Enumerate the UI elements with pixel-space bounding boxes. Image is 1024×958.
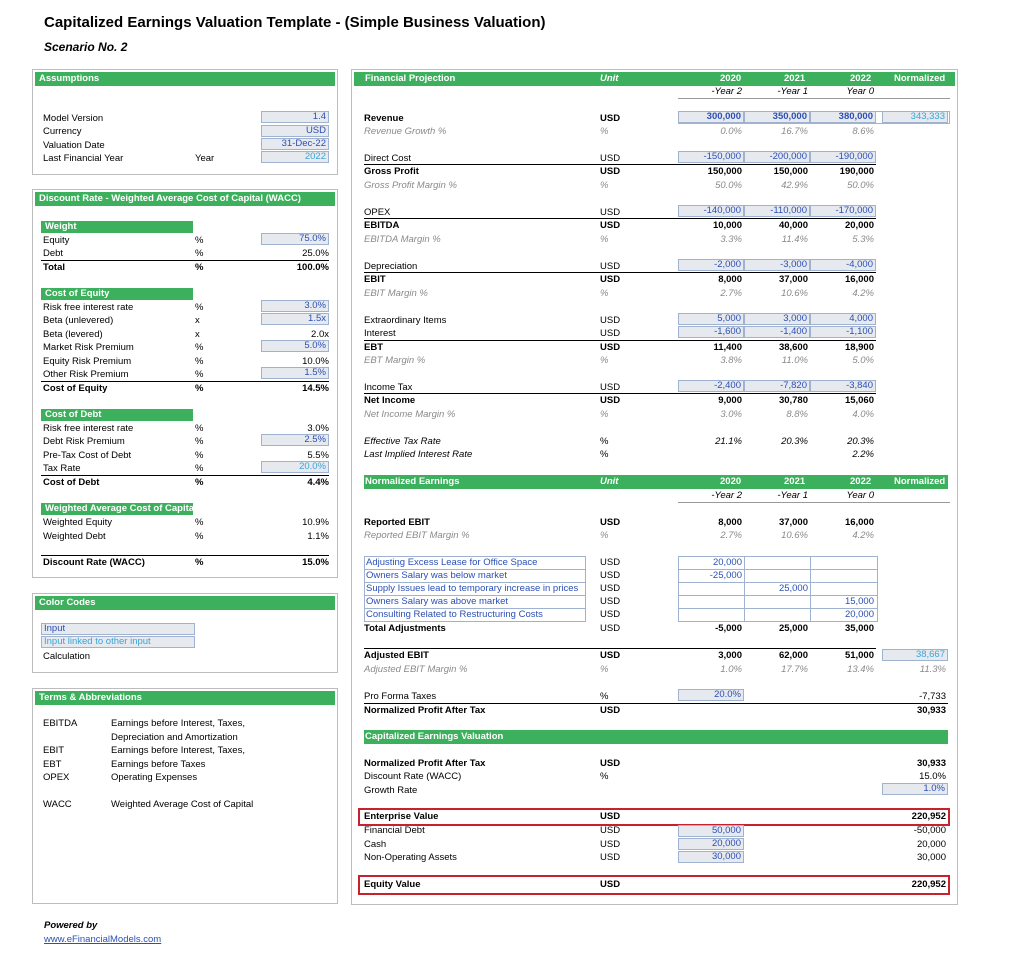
row-label: Normalized Profit After Tax	[364, 758, 486, 769]
cell: 40,000	[778, 220, 808, 231]
row-label: Extraordinary Items	[364, 315, 447, 326]
row-unit: %	[600, 691, 609, 702]
row-label: Weighted Debt	[43, 531, 106, 542]
row-unit: Year	[195, 153, 215, 164]
enterprise-value: 220,952	[911, 811, 946, 822]
cell: 4.2%	[852, 530, 874, 541]
row-unit: %	[195, 423, 204, 434]
row-unit: %	[600, 180, 609, 191]
row-unit: USD	[600, 207, 621, 218]
row-unit: %	[195, 450, 204, 461]
row-unit: %	[600, 771, 609, 782]
row-label: Tax Rate	[43, 463, 81, 474]
valuation-date-input[interactable]: 31-Dec-22	[261, 138, 329, 150]
row-label: Non-Operating Assets	[364, 852, 457, 863]
row-label: Net Income	[364, 395, 416, 406]
direct-cost-2021-input[interactable]: -200,000	[744, 151, 810, 163]
income-tax-2022-input[interactable]: -3,840	[810, 380, 876, 392]
cell: 25,000	[778, 623, 808, 634]
row-unit: USD	[600, 315, 621, 326]
adjustment-value[interactable]: 20,000	[844, 609, 874, 620]
row-label: Valuation Date	[43, 140, 105, 151]
row-label: Beta (levered)	[43, 329, 103, 340]
row-label: Equity Risk Premium	[43, 356, 132, 367]
interest-2022-input[interactable]: -1,100	[810, 326, 876, 338]
row-unit: %	[600, 449, 609, 460]
term-abbr: EBITDA	[43, 718, 78, 729]
cell: 50.0%	[847, 180, 874, 191]
row-unit: USD	[600, 113, 621, 124]
pretax-cost-of-debt-value: 5.5%	[307, 450, 329, 461]
row-unit: %	[195, 235, 204, 246]
depreciation-2021-input[interactable]: -3,000	[744, 259, 810, 271]
row-unit: USD	[600, 650, 621, 661]
row-label: Normalized Profit After Tax	[364, 705, 486, 716]
income-tax-2020-input[interactable]: -2,400	[678, 380, 744, 392]
adjustment-label[interactable]: Owners Salary was below market	[366, 570, 507, 581]
page-subtitle: Scenario No. 2	[44, 40, 128, 54]
row-unit: USD	[600, 166, 621, 177]
row-unit: %	[195, 436, 204, 447]
row-label: Risk free interest rate	[43, 302, 134, 313]
depreciation-2022-input[interactable]: -4,000	[810, 259, 876, 271]
cell: 35,000	[844, 623, 874, 634]
row-label: Equity	[43, 235, 70, 246]
row-unit: USD	[600, 583, 621, 594]
weighted-debt-value: 1.1%	[307, 531, 329, 542]
row-unit: USD	[600, 758, 621, 769]
row-unit: %	[195, 302, 204, 313]
row-label: Total Adjustments	[364, 623, 446, 634]
interest-2021-input[interactable]: -1,400	[744, 326, 810, 338]
row-unit: %	[195, 262, 204, 273]
revenue-2020-input[interactable]: 300,000	[678, 111, 744, 123]
beta-levered-value: 2.0x	[311, 329, 329, 340]
interest-2020-input[interactable]: -1,600	[678, 326, 744, 338]
term-definition: Depreciation and Amortization	[111, 732, 238, 743]
opex-2020-input[interactable]: -140,000	[678, 205, 744, 217]
cell: 8.8%	[786, 409, 808, 420]
debt-risk-premium-input[interactable]: 2.5%	[261, 434, 329, 446]
row-label: Reported EBIT Margin %	[364, 530, 470, 541]
row-unit: USD	[600, 570, 621, 581]
row-label: Beta (unlevered)	[43, 315, 114, 326]
cell: 150,000	[707, 166, 742, 177]
year-label: -Year 1	[777, 86, 808, 97]
row-label: Pre-Tax Cost of Debt	[43, 450, 132, 461]
row-label: Currency	[43, 126, 82, 137]
cell: 3.3%	[720, 234, 742, 245]
color-code-linked: Input linked to other input	[41, 636, 195, 648]
year-label: Year 0	[846, 86, 874, 97]
cell: 8,000	[718, 274, 742, 285]
depreciation-2020-input[interactable]: -2,000	[678, 259, 744, 271]
cell: 3.0%	[720, 409, 742, 420]
cell: 15.0%	[919, 771, 946, 782]
cell: 30,780	[778, 395, 808, 406]
term-abbr: EBT	[43, 759, 62, 770]
row-label: Pro Forma Taxes	[364, 691, 437, 702]
pro-forma-tax-input[interactable]: 20.0%	[678, 689, 744, 701]
weighted-equity-value: 10.9%	[302, 517, 329, 528]
equity-risk-premium-value: 10.0%	[302, 356, 329, 367]
term-abbr: OPEX	[43, 772, 70, 783]
row-label: Revenue Growth %	[364, 126, 447, 137]
cell: 11.3%	[919, 664, 946, 675]
cell: 2.7%	[720, 530, 742, 541]
row-label: Debt Risk Premium	[43, 436, 125, 447]
row-label: Financial Debt	[364, 825, 425, 836]
year-label: -Year 1	[777, 490, 808, 501]
row-label: Discount Rate (WACC)	[43, 557, 145, 568]
adjustment-value[interactable]: -25,000	[709, 570, 742, 581]
extraordinary-2020-input[interactable]: 5,000	[678, 313, 744, 325]
normalized-header: Normalized Earnings Unit 2020 2021 2022 Normalized	[364, 475, 948, 489]
row-unit: USD	[600, 879, 621, 890]
row-unit: %	[600, 288, 609, 299]
cell: 13.4%	[847, 664, 874, 675]
cell: 30,933	[916, 705, 946, 716]
term-definition: Earnings before Interest, Taxes,	[111, 718, 245, 729]
row-unit: %	[195, 342, 204, 353]
powered-by: Powered by	[44, 920, 98, 931]
page-title: Capitalized Earnings Valuation Template - (Simple Business Valuation)	[44, 14, 546, 31]
cell: 190,000	[839, 166, 874, 177]
row-label: Other Risk Premium	[43, 369, 129, 380]
cell: 15,060	[844, 395, 874, 406]
direct-cost-2022-input[interactable]: -190,000	[810, 151, 876, 163]
cell: 18,900	[844, 342, 874, 353]
term-abbr: WACC	[43, 799, 72, 810]
wacc-subheader: Weighted Average Cost of Capital	[41, 503, 193, 515]
cell: -50,000	[913, 825, 946, 836]
cell: 20.3%	[847, 436, 874, 447]
row-label: Discount Rate (WACC)	[364, 771, 462, 782]
beta-unlevered-input[interactable]: 1.5x	[261, 313, 329, 325]
row-unit: %	[195, 477, 204, 488]
cell: 8.6%	[852, 126, 874, 137]
cell: 4.2%	[852, 288, 874, 299]
market-risk-premium-input[interactable]: 5.0%	[261, 340, 329, 352]
row-unit: %	[600, 664, 609, 675]
row-unit: USD	[600, 261, 621, 272]
cell: 0.0%	[720, 126, 742, 137]
cell: 51,000	[844, 650, 874, 661]
row-label: Last Financial Year	[43, 153, 124, 164]
cell: 8,000	[718, 517, 742, 528]
discount-rate-value: 15.0%	[302, 557, 329, 568]
cell: 16.7%	[781, 126, 808, 137]
risk-free-rate-input[interactable]: 3.0%	[261, 300, 329, 312]
cod-risk-free-value: 3.0%	[307, 423, 329, 434]
cell: 21.1%	[715, 436, 742, 447]
row-unit: USD	[600, 382, 621, 393]
cell: 42.9%	[781, 180, 808, 191]
color-codes-panel	[32, 593, 338, 673]
color-codes-header: Color Codes	[35, 596, 335, 610]
assumptions-panel	[32, 69, 338, 175]
cell: 150,000	[773, 166, 808, 177]
row-label: Net Income Margin %	[364, 409, 456, 420]
row-label: Direct Cost	[364, 153, 411, 164]
cost-of-debt-value: 4.4%	[307, 477, 329, 488]
adjustment-label[interactable]: Supply Issues lead to temporary increase in prices	[366, 583, 579, 594]
cell: 37,000	[778, 274, 808, 285]
wacc-panel	[32, 189, 338, 578]
extraordinary-2022-input[interactable]: 4,000	[810, 313, 876, 325]
revenue-2021-input[interactable]: 350,000	[744, 111, 810, 123]
other-risk-premium-input[interactable]: 1.5%	[261, 367, 329, 379]
row-unit: %	[600, 355, 609, 366]
cell: 5.0%	[852, 355, 874, 366]
cell: 2.2%	[852, 449, 874, 460]
row-unit: %	[600, 530, 609, 541]
row-unit: USD	[600, 328, 621, 339]
model-version-input[interactable]: 1.4	[261, 111, 329, 123]
cell: 11.0%	[781, 355, 808, 366]
row-label: Growth Rate	[364, 785, 418, 796]
row-label: Revenue	[364, 113, 404, 124]
row-label: EBT Margin %	[364, 355, 426, 366]
color-code-calculation: Calculation	[43, 651, 90, 662]
adjustment-label[interactable]: Owners Salary was above market	[366, 596, 509, 607]
equity-value-highlight	[358, 875, 950, 895]
row-label: Enterprise Value	[364, 811, 439, 822]
cell: 3.8%	[720, 355, 742, 366]
cell: 20,000	[916, 839, 946, 850]
income-tax-2021-input[interactable]: -7,820	[744, 380, 810, 392]
row-unit: x	[195, 329, 200, 340]
cell: 38,600	[778, 342, 808, 353]
term-definition: Earnings before Interest, Taxes,	[111, 745, 245, 756]
weight-subheader: Weight	[41, 221, 193, 233]
row-unit: USD	[600, 557, 621, 568]
row-label: Debt	[43, 248, 64, 259]
cell: 16,000	[844, 517, 874, 528]
row-label: Depreciation	[364, 261, 418, 272]
debt-weight-value: 25.0%	[302, 248, 329, 259]
row-label: Adjusted EBIT	[364, 650, 429, 661]
row-label: EBIT Margin %	[364, 288, 428, 299]
row-unit: %	[195, 369, 204, 380]
cost-of-equity-value: 14.5%	[302, 383, 329, 394]
row-label: Effective Tax Rate	[364, 436, 441, 447]
row-unit: %	[600, 409, 609, 420]
adjustment-label[interactable]: Adjusting Excess Lease for Office Space	[366, 557, 538, 568]
opex-2021-input[interactable]: -110,000	[744, 205, 810, 217]
cell: 16,000	[844, 274, 874, 285]
row-label: Last Implied Interest Rate	[364, 449, 473, 460]
cell: 11.4%	[781, 234, 808, 245]
tax-rate-input[interactable]: 20.0%	[261, 461, 329, 473]
valuation-header: Capitalized Earnings Valuation	[364, 730, 948, 744]
non-operating-assets-input[interactable]: 30,000	[678, 851, 744, 863]
row-label: EBITDA Margin %	[364, 234, 441, 245]
row-unit: USD	[600, 153, 621, 164]
website-link[interactable]: www.eFinancialModels.com	[44, 934, 162, 945]
row-label: Adjusted EBIT Margin %	[364, 664, 468, 675]
adjusted-ebit-normalized: 38,667	[882, 649, 948, 661]
row-unit: %	[600, 126, 609, 137]
cell: -5,000	[715, 623, 742, 634]
currency-input[interactable]: USD	[261, 125, 329, 137]
total-weight-value: 100.0%	[296, 262, 329, 273]
row-label: Market Risk Premium	[43, 342, 134, 353]
terms-header: Terms & Abbreviations	[35, 691, 335, 705]
enterprise-value-highlight	[358, 808, 950, 826]
cell: 2.7%	[720, 288, 742, 299]
equity-value: 220,952	[911, 879, 946, 890]
adjustment-label[interactable]: Consulting Related to Restructuring Costs	[366, 609, 543, 620]
cell: 11,400	[713, 342, 742, 353]
cell: 17.7%	[781, 664, 808, 675]
row-unit: USD	[600, 517, 621, 528]
cell: 20.3%	[781, 436, 808, 447]
cell: 37,000	[778, 517, 808, 528]
adjustment-value[interactable]: 15,000	[844, 596, 874, 607]
row-unit: USD	[600, 342, 621, 353]
row-label: Interest	[364, 328, 396, 339]
row-label: Weighted Equity	[43, 517, 113, 528]
cell: 10.6%	[781, 530, 808, 541]
growth-rate-input[interactable]: 1.0%	[882, 783, 948, 795]
row-unit: USD	[600, 705, 621, 716]
color-code-input: Input	[41, 623, 195, 635]
year-label: -Year 2	[711, 86, 742, 97]
row-label: Cash	[364, 839, 387, 850]
extraordinary-2021-input[interactable]: 3,000	[744, 313, 810, 325]
row-label: EBITDA	[364, 220, 400, 231]
cell: 4.0%	[852, 409, 874, 420]
row-unit: USD	[600, 825, 621, 836]
row-unit: %	[195, 557, 204, 568]
cost-of-debt-subheader: Cost of Debt	[41, 409, 193, 421]
row-unit: %	[195, 356, 204, 367]
direct-cost-2020-input[interactable]: -150,000	[678, 151, 744, 163]
row-unit: USD	[600, 596, 621, 607]
term-definition: Earnings before Taxes	[111, 759, 206, 770]
row-label: Risk free interest rate	[43, 423, 134, 434]
row-unit: USD	[600, 220, 621, 231]
cell: 9,000	[718, 395, 742, 406]
row-label: Cost of Debt	[43, 477, 100, 488]
opex-2022-input[interactable]: -170,000	[810, 205, 876, 217]
term-abbr: EBIT	[43, 745, 65, 756]
row-label: Equity Value	[364, 879, 421, 890]
row-label: Gross Profit	[364, 166, 419, 177]
row-unit: %	[195, 248, 204, 259]
last-financial-year-input[interactable]: 2022	[261, 151, 329, 163]
row-label: EBIT	[364, 274, 386, 285]
row-unit: USD	[600, 395, 621, 406]
year-label: -Year 2	[711, 490, 742, 501]
projection-header: Financial Projection Unit 2020 2021 2022 Normalized	[354, 72, 955, 86]
cell: 10.6%	[781, 288, 808, 299]
term-definition: Operating Expenses	[111, 772, 198, 783]
revenue-2022-input[interactable]: 380,000	[810, 111, 876, 123]
term-definition: Weighted Average Cost of Capital	[111, 799, 254, 810]
cell: -7,733	[919, 691, 946, 702]
cost-of-equity-subheader: Cost of Equity	[41, 288, 193, 300]
equity-weight-input[interactable]: 75.0%	[261, 233, 329, 245]
row-unit: %	[195, 531, 204, 542]
assumptions-header: Assumptions	[35, 72, 335, 86]
cell: 1.0%	[720, 664, 742, 675]
cell: 50.0%	[715, 180, 742, 191]
adjustment-value[interactable]: 20,000	[712, 557, 742, 568]
row-unit: USD	[600, 274, 621, 285]
row-unit: USD	[600, 609, 621, 620]
financial-debt-input[interactable]: 50,000	[678, 825, 744, 837]
adjustment-value[interactable]: 25,000	[778, 583, 808, 594]
row-unit: %	[195, 463, 204, 474]
projection-panel	[351, 69, 958, 905]
row-label: EBT	[364, 342, 383, 353]
cell: 3,000	[718, 650, 742, 661]
row-label: Cost of Equity	[43, 383, 108, 394]
row-unit: %	[600, 234, 609, 245]
wacc-header: Discount Rate - Weighted Average Cost of Capital (WACC)	[35, 192, 335, 206]
row-label: OPEX	[364, 207, 391, 218]
row-unit: %	[195, 383, 204, 394]
terms-panel	[32, 688, 338, 904]
revenue-normalized: 343,333	[882, 111, 948, 123]
row-unit: %	[600, 436, 609, 447]
row-label: Gross Profit Margin %	[364, 180, 457, 191]
row-label: Total	[43, 262, 65, 273]
cell: 62,000	[778, 650, 808, 661]
row-label: Model Version	[43, 113, 104, 124]
cell: 30,000	[916, 852, 946, 863]
cell: 20,000	[844, 220, 874, 231]
cell: 30,933	[916, 758, 946, 769]
row-unit: USD	[600, 839, 621, 850]
year-label: Year 0	[846, 490, 874, 501]
row-unit: USD	[600, 852, 621, 863]
row-label: Income Tax	[364, 382, 413, 393]
row-unit: USD	[600, 623, 621, 634]
row-label: Reported EBIT	[364, 517, 430, 528]
cell: 5.3%	[852, 234, 874, 245]
row-unit: %	[195, 517, 204, 528]
row-unit: x	[195, 315, 200, 326]
cash-input[interactable]: 20,000	[678, 838, 744, 850]
cell: 10,000	[712, 220, 742, 231]
row-unit: USD	[600, 811, 621, 822]
